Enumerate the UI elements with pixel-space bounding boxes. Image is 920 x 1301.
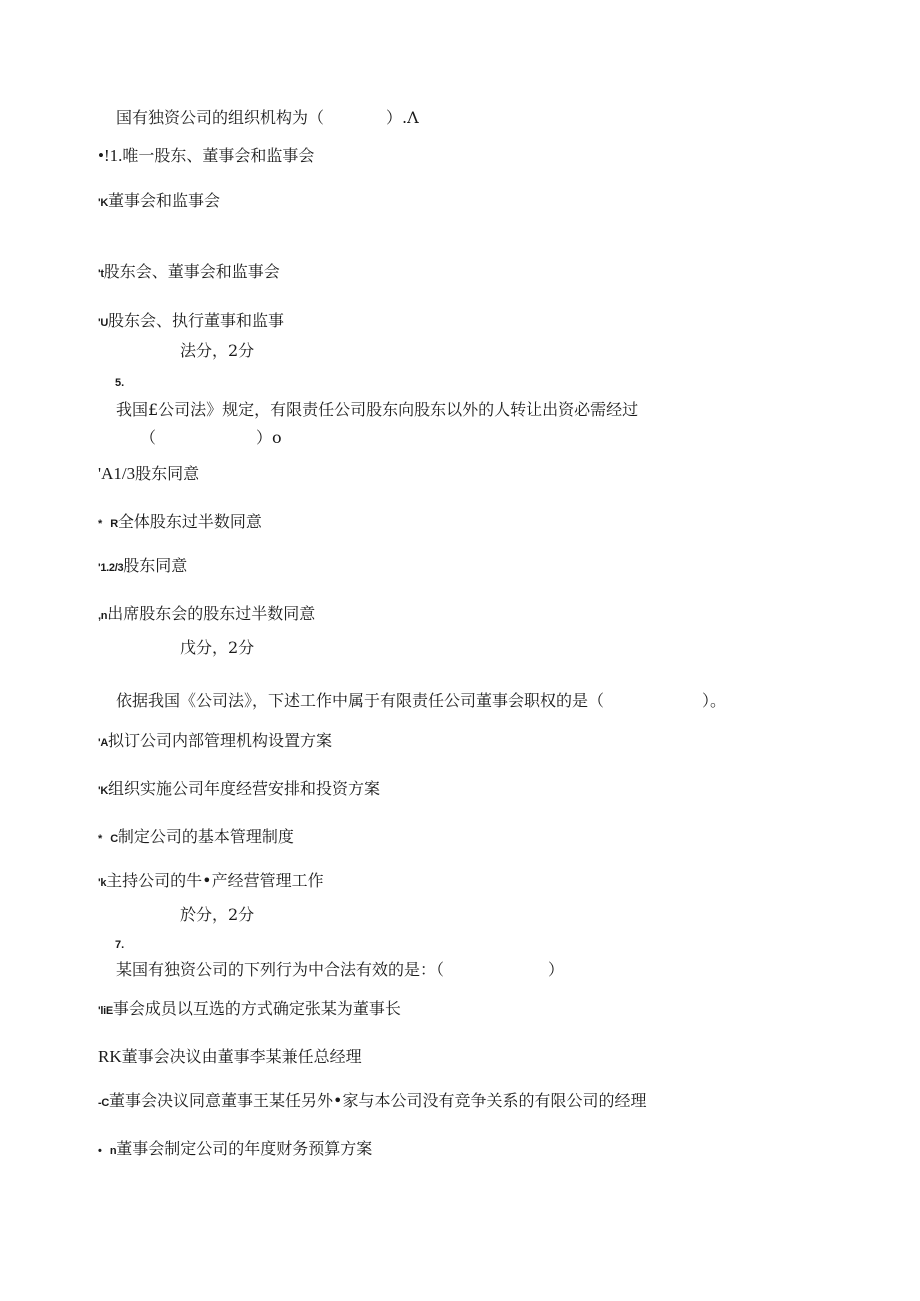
- q4-option-c[interactable]: [98, 262, 280, 284]
- q5-option-d-text: 出席股东会的股东过半数同意: [107, 604, 316, 623]
- q4-option-c-text: 股东会、董事会和监事会: [103, 262, 280, 281]
- q5-stem: [116, 400, 638, 420]
- q4-stem: [116, 108, 419, 128]
- q6-option-c-marker: * C: [98, 833, 118, 845]
- q5-paren-open: （: [140, 428, 157, 447]
- q4-option-a-marker: •!1.: [98, 146, 123, 165]
- q6-option-b-text: 组织实施公司年度经营安排和投资方案: [107, 779, 380, 798]
- q7-stem-text: 某国有独资公司的下列行为中合法有效的是：（: [116, 960, 445, 979]
- q6-option-b[interactable]: [98, 779, 380, 801]
- q7-option-a[interactable]: [98, 999, 401, 1021]
- q6-option-d[interactable]: [98, 871, 324, 893]
- q6-option-a[interactable]: [98, 731, 332, 753]
- q4-option-c-marker: 't: [98, 268, 104, 280]
- q6-option-c[interactable]: [98, 827, 294, 849]
- q7-option-c-marker: -C: [98, 1097, 110, 1109]
- q6-option-a-text: 拟订公司内部管理机构设置方案: [107, 731, 332, 750]
- q7-stem-tail: ）: [548, 960, 565, 979]
- q6-option-d-text: 主持公司的牛•产经营管理工作: [106, 871, 324, 890]
- q4-stem-tail: ）.Λ: [386, 108, 419, 127]
- q7-option-b[interactable]: [98, 1047, 362, 1067]
- q4-option-a[interactable]: [98, 146, 314, 166]
- q6-stem-tail: ）。: [702, 691, 727, 710]
- q5-option-a[interactable]: [98, 464, 199, 484]
- q5-score: [180, 638, 254, 658]
- q7-option-b-text: 董事会决议由董事李某兼任总经理: [121, 1047, 362, 1066]
- q5-option-a-marker: 'A1/3: [98, 464, 136, 483]
- q4-option-d-marker: 'U: [98, 317, 108, 329]
- q5-option-b-text: 全体股东过半数同意: [117, 512, 262, 531]
- q7-option-d[interactable]: [98, 1139, 372, 1161]
- q4-option-d-text: 股东会、执行董事和监事: [107, 311, 284, 330]
- q6-option-a-marker: 'A: [98, 737, 108, 749]
- q6-stem-text: 依据我国《公司法》，下述工作中属于有限责任公司董事会职权的是（: [116, 691, 605, 710]
- q5-option-d[interactable]: [98, 604, 315, 626]
- q5-option-b-marker: * R: [98, 518, 118, 530]
- q7-option-c[interactable]: [98, 1091, 646, 1113]
- q5-option-a-text: 股东同意: [135, 464, 200, 483]
- q4-option-b-marker: 'K: [98, 197, 108, 209]
- q4-score: [180, 341, 254, 361]
- q5-paren-close: ）o: [256, 428, 282, 447]
- q7-option-b-marker: RK: [98, 1047, 122, 1066]
- q4-option-b-text: 董事会和监事会: [107, 191, 220, 210]
- q6-option-b-marker: 'K: [98, 785, 108, 797]
- q7-option-a-marker: 'liE: [98, 1005, 113, 1017]
- q7-option-d-text: 董事会制定公司的年度财务预算方案: [116, 1139, 373, 1158]
- q5-stem-text: 我国£公司法》规定，有限责任公司股东向股东以外的人转让出资必需经过: [116, 400, 639, 419]
- q5-option-c-marker: '1.2/3: [98, 562, 124, 574]
- q5-option-d-marker: ,n: [98, 610, 108, 622]
- q7-number-text: 7.: [115, 939, 125, 951]
- q5-option-c-text: 股东同意: [123, 556, 188, 575]
- q5-option-c[interactable]: [98, 556, 187, 578]
- q5-number: [115, 373, 124, 393]
- q6-score-text: 於分，2分: [180, 905, 255, 924]
- q7-stem: [116, 960, 564, 980]
- q7-number: [115, 935, 124, 955]
- q7-option-a-text: 事会成员以互选的方式确定张某为董事长: [112, 999, 401, 1018]
- q5-score-text: 戊分，2分: [180, 638, 255, 657]
- q4-option-b[interactable]: [98, 191, 220, 213]
- q4-score-text: 法分，2分: [180, 341, 255, 360]
- q7-option-c-text: 董事会决议同意董事王某任另外•家与本公司没有竞争关系的有限公司的经理: [109, 1091, 647, 1110]
- q6-option-d-marker: 'k: [98, 877, 107, 889]
- q4-option-a-text: 唯一股东、董事会和监事会: [122, 146, 315, 165]
- q5-option-b[interactable]: [98, 512, 262, 534]
- q7-option-d-marker: • n: [98, 1145, 117, 1157]
- q5-stem-paren: [140, 428, 282, 448]
- q5-number-text: 5.: [115, 377, 125, 389]
- q4-stem-text: 国有独资公司的组织机构为（: [116, 108, 325, 127]
- q6-score: [180, 905, 254, 925]
- q6-option-c-text: 制定公司的基本管理制度: [117, 827, 294, 846]
- q4-option-d[interactable]: [98, 311, 284, 333]
- q6-stem: [116, 691, 726, 711]
